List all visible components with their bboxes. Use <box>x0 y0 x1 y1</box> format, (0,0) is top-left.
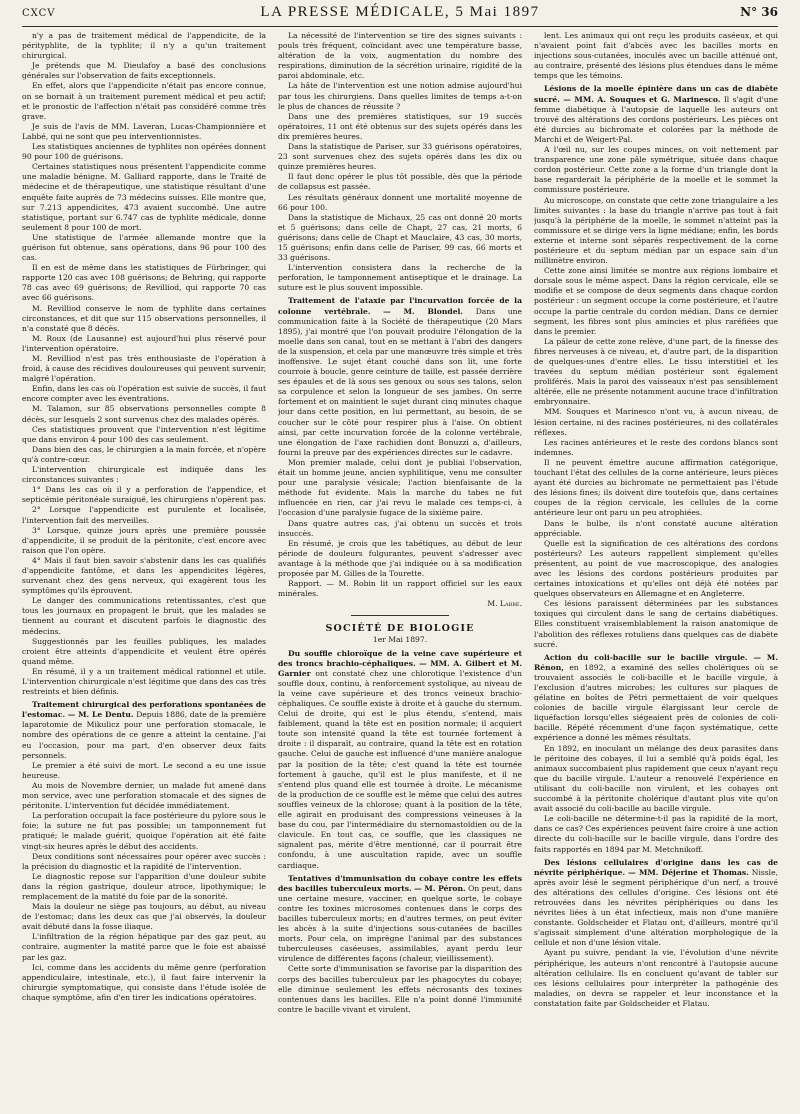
section-author: — M. Le Dentu. <box>67 710 134 720</box>
journal-title: LA PRESSE MÉDICALE, 5 Mai 1897 <box>260 4 540 20</box>
section-author: — MM. Déjerine et Thomas. <box>628 867 749 877</box>
paragraph: MM. Souques et Marinesco n'ont vu, à aucun niveau, de lésion certaine, ni des racines postérieures, ni des collatérales réflexes. <box>534 407 778 437</box>
section-title: Traitement de l'ataxie par l'incurvation forcée de la colonne vertébrale. <box>278 296 522 316</box>
paragraph: Le premier a été suivi de mort. Le second a eu une issue heureuse. <box>22 760 266 780</box>
section-paragraphs <box>534 744 778 855</box>
paragraph: M. Talamon, sur 85 observations personnelles compte 8 décès, sur lesquels 2 sont survenus chez des malades opérés. <box>22 404 266 424</box>
section-author: — M. Blondel. <box>383 306 464 316</box>
paragraph: En résumé, il y a un traitement médical rationnel et utile. L'intervention chirurgicale n'est légitime que dans des cas très restreints et bien définis. <box>22 666 266 697</box>
paragraph: L'intervention chirurgicale est indiquée dans les circonstances suivantes : <box>22 465 266 485</box>
section-immunisation-cobaye <box>278 874 522 1015</box>
signature: M. Labbé. <box>487 599 522 609</box>
column-2 <box>278 31 522 1111</box>
running-header <box>22 4 778 27</box>
paragraph: Le danger des communications retentissantes, c'est que tous les journaux en propagent le bruit, que les malades se tiennent au courant et discutent parfois le diagnostic des médecins. <box>22 596 266 636</box>
paragraph: Le coli-bacille ne détermine-t-il pas la rapidité de la mort, dans ce cas? Ces expériences peuvent faire croire à une action directe du coli-bacille sur le bacille virgule, dans l'ordre des faits rapportés en 1894 par M. Metchnikoff. <box>534 814 778 854</box>
section-lead <box>278 649 522 871</box>
society-title: SOCIÉTÉ DE BIOLOGIE <box>325 623 475 635</box>
section-paragraphs <box>534 948 778 1009</box>
paragraph: Rapport. — M. Robin lit un rapport officiel sur les eaux minérales. <box>278 579 522 599</box>
paragraph: La hâte de l'intervention est une notion admise aujourd'hui par tous les chirurgiens. Dans quelles limites de temps a-t-on le plus de chances de réussite ? <box>278 81 522 111</box>
paragraph: Le diagnostic repose sur l'apparition d'une douleur subite dans la région gastrique, douleur atroce, lipothymique; le remplacement de la matité du foie par de la sonorité. <box>22 871 266 901</box>
section-lead <box>278 874 522 965</box>
column-1-paragraphs <box>22 31 266 697</box>
paragraph: Les statistiques anciennes de typhlites non opérées donnent 90 pour 100 de guérisons. <box>22 142 266 162</box>
paragraph: En effet, alors que l'appendicite n'était pas encore connue, on se bornait à un traitement purement médical et peu actif; et le pronostic de l'affection n'était pas considéré comme très grave. <box>22 81 266 121</box>
section-lead-text: en 1892, a examiné des selles cholériques où se trouvaient associés le coli-bacille et le bacille virgule, à l'exclusion d'autres microbes; les cultures sur plaques de gélatine en boîtes de Pétri permettaient de voir quelques colonies de bacille virgule élargissant leur cercle de liquéfaction lorsqu'elles siégeaient près de colonies de coli-bacille. Répété récemment d'une façon systématique, cette expérience a donné les mêmes résultats. <box>534 662 778 743</box>
page-label: CXCV <box>22 8 56 19</box>
column-3-paragraphs <box>534 31 778 81</box>
section-title: Lésions de la moelle épinière dans un cas de diabète sucré. <box>534 84 778 104</box>
paragraph: 3° Lorsque, quinze jours après une première poussée d'appendicite, il se produit de la péritonite, c'est encore avec raison que l'on opère. <box>22 525 266 555</box>
paragraph: Mon premier malade, celui dont je publiai l'observation, était un homme jeune, ancien syphilitique, venu me consulter pour une paralysie vésicale; l'action bienfaisante de la méthode fut évidente. Mais la marche du tabes ne fut influencée en rien, car j'ai revu le malade ces temps-ci, à l'occasion d'une paralysie fugace de la sixième paire. <box>278 457 522 518</box>
text-columns <box>22 31 778 1111</box>
section-lead-text: Nissle, après avoir lésé le segment périphérique d'un nerf, a trouvé des altérations des cellules d'origine. Ces lésions ont été retrouvées dans les névrites périphériques ou dans les névrites liées à un état infectieux, mais non d'une manière constante. Goldscheider et Flatau ont, d'ailleurs, montré qu'il s'agissait simplement d'une altération morphologique de la cellule et non d'une lésion vitale. <box>534 867 778 948</box>
paragraph: Cette zone ainsi limitée se montre aux régions lombaire et dorsale sous le même aspect. Dans la région cervicale, elle se modifie et se compose de deux segments dans chaque cordon postérieur : un segment occupe la corne postérieure, et l'autre occupe la partie centrale du cordon médian. Dans ce dernier segment, les fibres sont plus amincies et plus raréfiées que dans le premier. <box>534 266 778 336</box>
paragraph: Il faut donc opérer le plus tôt possible, dès que la période de collapsus est passée. <box>278 172 522 192</box>
paragraph: La perforation occupait la face postérieure du pylore sous le foie; la suture ne fut pas possible; un tamponnement fut pratiqué; le malade guérit, quoique l'opération ait été faite vingt-six heures après le début des accidents. <box>22 811 266 851</box>
section-author: — M. Rénon, <box>534 652 778 672</box>
issue-number: N° 36 <box>740 5 778 19</box>
paragraph: Enfin, dans les cas où l'opération est suivie de succès, il faut encore compter avec les éventrations. <box>22 384 266 404</box>
paragraph: Les résultats généraux donnent une mortalité moyenne de 66 pour 100. <box>278 192 522 212</box>
section-lead-text: Il s'agit d'une femme diabétique à l'autopsie de laquelle les auteurs ont trouvé des altérations des cordons postérieurs. Les pièces ont été durcies au bichromate et colorées par la méthode de Marchi et de Weigert-Pal. <box>534 94 778 144</box>
paragraph: M. Revilliod conserve le nom de typhlite dans certaines circonstances, et dit que sur 115 observations personnelles, il n'a constaté que 8 décès. <box>22 303 266 333</box>
paragraph: Dans le bulbe, ils n'ont constaté aucune altération appréciable. <box>534 518 778 538</box>
paragraph: 1° Dans les cas où il y a perforation de l'appendice, et septicémie péritonéale suraiguë, les chirurgiens n'opèrent pas. <box>22 485 266 505</box>
paragraph: Dans une des premières statistiques, sur 19 succès opératoires, 11 ont été obtenus sur des sujets opérés dans les dix premières heures. <box>278 111 522 141</box>
paragraph: Deux conditions sont nécessaires pour opérer avec succès : la précision du diagnostic et la rapidité de l'intervention. <box>22 851 266 871</box>
section-nevrite <box>534 858 778 1009</box>
paragraph: Je suis de l'avis de MM. Laveran, Lucas-Championnière et Labbé, qui ne sont que peu interventionnistes. <box>22 121 266 141</box>
section-ataxie <box>278 296 522 609</box>
section-paragraphs <box>534 145 778 650</box>
section-title: Traitement chirurgical des perforations spontanées de l'estomac. <box>22 700 266 720</box>
section-paragraphs <box>278 458 522 599</box>
paragraph: L'infiltration de la région hépatique par des gaz peut, au contraire, augmenter la matité parce que le foie est abaissé par les gaz. <box>22 932 266 962</box>
section-author: — M. Péron. <box>414 883 466 893</box>
society-date: 1er Mai 1897. <box>372 635 428 645</box>
section-paragraphs <box>278 964 522 1014</box>
section-souffle-chloroique <box>278 649 522 871</box>
column-1 <box>22 31 266 1111</box>
section-author: — MM. A. Souques et G. Marinesco. <box>563 94 721 104</box>
column-3 <box>534 31 778 1111</box>
paragraph: Au microscope, on constate que cette zone triangulaire a les limites suivantes : la base du triangle n'arrive pas tout à fait jusqu'à la périphérie de la moelle, le sommet n'atteint pas la commissure et se dirige vers la ligne médiane; enfin, les bords externe et interne sont séparés respectivement de la corne postérieure et du septum médian par un espace sain d'un millimètre environ. <box>534 195 778 266</box>
paragraph: Ces statistiques prouvent que l'intervention n'est légitime que dans environ 4 pour 100 des cas seulement. <box>22 424 266 444</box>
section-title: Des lésions cellulaires d'origine dans les cas de névrite périphérique. <box>534 857 778 877</box>
section-paragraphs <box>22 761 266 1003</box>
section-title: Tentatives d'immunisation du cobaye contre les effets des bacilles tuberculeux morts. <box>278 873 522 893</box>
paragraph: Dans la statistique de Michaux, 25 cas ont donné 20 morts et 5 guérisons; dans celle de Chapt, 27 cas, 21 morts, 6 guérisons; dans celle de Chapt et Mauclaire, 43 cas, 30 morts, 15 guérisons; enfin dans celle de Pariser, 99 cas, 66 morts et 33 guérisons. <box>278 212 522 263</box>
paragraph: lent. Les animaux qui ont reçu les produits caséeux, et qui n'avaient point fait d'abcès avec les bacilles morts en injections sous-cutanées, inoculés avec un bacille atténué ont, au contraire, présenté des lésions plus étendues dans le même temps que les témoins. <box>534 31 778 81</box>
section-lead-text: Depuis 1886, date de la première laparotomie de Mikulicz pour une perforation stomacale, le nombre des opérations de ce genre a atteint la centaine. J'ai eu l'occasion, pour ma part, d'en observer deux faits personnels. <box>22 710 266 760</box>
paragraph: Cette sorte d'immunisation se favorise par la disparition des corps des bacilles tuberculeux par les phagocytes du cobaye; elle diminue seulement les effets nécrosants des toxines contenues dans les bacilles. Elle n'a point donné l'immunité contre le bacille vivant et virulent. <box>278 964 522 1014</box>
paragraph: Certaines statistiques nous présentent l'appendicite comme une maladie bénigne. M. Galliard rapporte, dans le Traité de médecine et de thérapeutique, une statistique résultant d'une enquête faite auprès de 73 médecins suisses. Elle montre que, sur 7.213 appendicites, 473 avaient succombé. Une autre statistique, portant sur 6.747 cas de typhlite médicale, donne seulement 8 pour 100 de mort. <box>22 162 266 232</box>
separator-rule <box>351 615 449 616</box>
section-author: — MM. A. Gilbert et M. Garnier <box>278 658 522 678</box>
paragraph: 4° Mais il faut bien savoir s'abstenir dans les cas qualifiés d'appendicite fantôme, et dans les appendicites légères, survenant chez des gens nerveux, qui exagèrent tous les symptômes qu'ils éprouvent. <box>22 555 266 596</box>
section-lead <box>22 700 266 761</box>
paragraph: 2° Lorsque l'appendicite est purulente et localisée, l'intervention fait des merveilles. <box>22 505 266 525</box>
paragraph: M. Roux (de Lausanne) est aujourd'hui plus réservé pour l'intervention opératoire. <box>22 333 266 353</box>
section-perforations-estomac <box>22 700 266 1003</box>
paragraph: Dans bien des cas, le chirurgien a la main forcée, et n'opère qu'à contre-cœur. <box>22 444 266 464</box>
paragraph: Une statistique de l'armée allemande montre que la guérison fut obtenue, sans opérations, dans 96 pour 100 des cas. <box>22 232 266 263</box>
section-lead <box>278 296 522 458</box>
section-coli-bacille <box>534 653 778 855</box>
paragraph: Ici, comme dans les accidents du même genre (perforation appendiculaire, intestinale, etc.), il faut faire intervenir la chirurgie symptomatique, qui consiste dans l'étude isolée de chaque symptôme, afin d'en tirer les indications opératoires. <box>22 962 266 1002</box>
paragraph: Il en est de même dans les statistiques de Fürbringer, qui rapporte 120 cas avec 108 guérisons; de Behring, qui rapporte 78 cas avec 69 guérisons; de Revilliod, qui rapporte 70 cas avec 66 guérisons. <box>22 263 266 303</box>
section-lead <box>534 858 778 949</box>
paragraph: Dans quatre autres cas, j'ai obtenu un succès et trois insuccès. <box>278 518 522 538</box>
paragraph: Dans la statistique de Pariser, sur 33 guérisons opératoires, 23 sont survenues chez des sujets opérés dans les dix ou quinze premières heures. <box>278 142 522 172</box>
section-lead-text: ont constaté chez une chlorotique l'existence d'un souffle doux, continu, à renforcement systolique, au niveau de la veine cave supérieure et des troncs veineux brachio-céphaliques. Ce souffle existe à droite et à gauche du sternum. Celui de droite, qui est le plus étendu, s'entend, mais faiblement, quand la tête est en position normale; il acquiert toute son intensité quand la tête est tournée fortement à droite : il disparaît, au contraire, quand la tête est en rotation gauche. Celui de gauche est influencé d'une manière analogue par la position de la tête; c'est quand la tête est tournée fortement à gauche, qu'il est le plus manifeste, et il ne s'entend plus quand elle est tournée à droite. Le mécanisme de la production de ce souffle est le même que celui des autres souffles veineux de la chlorose; quant à la position de la tête, elle agirait en produisant des compressions veineuses à la base du cou, par l'intermédiaire du sternomastoïdien ou de la clavicule. En tout cas, ce souffle, que les classiques ne signalent pas, mérite d'être mentionné, car il pourrait être confondu, à une auscultation rapide, avec un souffle cardiaque. <box>278 668 522 870</box>
paragraph: A l'œil nu, sur les coupes minces, on voit nettement par transparence une zone pâle symétrique, située dans chaque cordon postérieur. Cette zone a la forme d'un triangle dont la base regarderait la périphérie de la moelle et le sommet la commissure postérieure. <box>534 145 778 195</box>
paragraph: n'y a pas de traitement médical de l'appendicite, de la pérityphlite, de la typhlite; il n'y a qu'un traitement chirurgical. <box>22 31 266 61</box>
section-lead-text: Dans une communication faite à la Société de thérapeutique (20 Mars 1895), j'ai montré que l'on pouvait produire l'élongation de la moelle dans son canal, tout en se mettant à l'abri des dangers de la suspension, et cela par une manœuvre très simple et très inoffensive. Le sujet étant couché dans son lit, une forte courroie à boucle, genre ceinture de taille, est passée derrière ses épaules et de là sous ses genoux ou sous ses talons, selon sa corpulence et selon la longueur de ses jambes. On serre fortement et on maintient le sujet durant cinq minutes chaque jour dans cette position, en lui permettant, au besoin, de se coucher sur le côté pour respirer plus à l'aise. On obtient ainsi, par cette incurvation forcée de la colonne vertébrale, une élongation de l'axe rachidien dont Bonuzzi a, d'ailleurs, fourni la preuve par des expériences directes sur le cadavre. <box>278 306 522 457</box>
paragraph: La nécessité de l'intervention se tire des signes suivants : pouls très fréquent, coïncidant avec une température basse, altération de la voix, augmentation du nombre des respirations, diminution de la sécrétion urinaire, rigidité de la paroi abdominale, etc. <box>278 31 522 81</box>
paragraph: La pâleur de cette zone relève, d'une part, de la finesse des fibres nerveuses à ce niveau, et, d'autre part, de la disparition de quelques-unes d'entre elles. Le tissu interstitiel et les travées du septum médian postérieur sont également proliférés. Mais la paroi des vaisseaux n'est pas sensiblement altérée, elle ne présente notamment aucune trace d'infiltration embryonnaire. <box>534 336 778 407</box>
paragraph: L'intervention consistera dans la recherche de la perforation, le tamponnement antiseptique et le drainage. La suture est le plus souvent impossible. <box>278 263 522 293</box>
section-lead <box>534 653 778 744</box>
paragraph: En résumé, je crois que les tabétiques, au début de leur période de douleurs fulgurantes, peuvent s'adresser avec avantage à la méthode que j'ai indiquée ou à sa modification proposée par M. Gilles de la Tourette. <box>278 538 522 578</box>
section-lead-text: On peut, dans une certaine mesure, vacciner, en quelque sorte, le cobaye contre les toxines microsomes contenues dans le corps des bacilles tuberculeux morts; en d'autres termes, on peut éviter les abcès à la suite d'injections sous-cutanées de bacilles morts. Pour cela, on imprègne l'animal par des substances tuberculeuses caséeuses, assimilables, ayant perdu leur virulence de différentes façons (chaleur, vieillissement). <box>278 883 522 964</box>
section-title: Action du coli-bacille sur le bacille virgule. <box>544 652 748 662</box>
section-moelle-diabete <box>534 84 778 649</box>
paragraph: Il ne peuvent émettre aucune affirmation catégorique, touchant l'état des cellules de la corne antérieure, leurs pièces ayant été durcies au bichromate ne permettaient pas l'étude des lésions fines; ils doivent dire toutefois que, dans certaines coupes de la région cervicale, les cellules de la corne antérieure leur ont paru un peu atrophiées. <box>534 457 778 518</box>
paragraph: Mais la douleur ne siège pas toujours, au début, au niveau de l'estomac; dans les deux cas que j'ai observés, la douleur avait débuté dans la fosse iliaque. <box>22 902 266 932</box>
paragraph: Au mois de Novembre dernier, un malade fut amené dans mon service, avec une perforation stomacale et des signes de péritonite. L'intervention fut décidée immédiatement. <box>22 780 266 811</box>
paragraph: M. Revilliod n'est pas très enthousiaste de l'opération à froid, à cause des récidives douloureuses qui peuvent survenir, malgré l'opération. <box>22 354 266 384</box>
section-lead <box>534 84 778 145</box>
column-2-paragraphs <box>278 31 522 293</box>
paragraph: Suggestionnés par les feuilles publiques, les malades croient être atteints d'appendicite et veulent être opérés quand même. <box>22 636 266 666</box>
section-title: Du souffle chloroïque de la veine cave supérieure et des troncs brachio-céphaliques. <box>278 648 522 668</box>
paragraph: Je prétends que M. Dieulafoy a basé des conclusions générales sur l'observation de faits exceptionnels. <box>22 61 266 81</box>
paragraph: En 1892, en inoculant un mélange des deux parasites dans le péritoine des cobayes, il lui a semblé qu'à poids égal, les animaux succombaient plus rapidement que ceux n'ayant reçu que du bacille virgule. L'auteur a renouvelé l'expérience en utilisant du coli-bacille non virulent, et les cobayes ont succombé à la péritonite cholérique d'autant plus vite qu'on avait associé du coli-bacille au bacille virgule. <box>534 743 778 814</box>
paragraph: Ces lésions paraissent déterminées par les substances toxiques qui circulent dans le sang de certains diabétiques. Elles constituent vraisemblablement la raison anatomique de l'abolition des réflexes rotuliens dans quelques cas de diabète sucré. <box>534 599 778 649</box>
paragraph: Quelle est la signification de ces altérations des cordons postérieurs? Les auteurs rappellent simplement qu'elles présentent, au point de vue macroscopique, des analogies avec les lésions des cordons postérieurs produites par certaines intoxications et qu'elles ont déjà été notées par quelques observateurs en Allemagne et en Angleterre. <box>534 538 778 599</box>
paragraph: Ayant pu suivre, pendant la vie, l'évolution d'une névrite périphérique, les auteurs n'ont rencontré à l'autopsie aucune altération cellulaire. Ils en concluent qu'avant de tabler sur ces lésions cellulaires pour interpréter la pathogénie des maladies, on devra se rappeler et leur inconstance et la constatation faite par Goldscheider et Flatau. <box>534 948 778 1008</box>
paragraph: Les racines antérieures et le reste des cordons blancs sont indemnes. <box>534 437 778 457</box>
